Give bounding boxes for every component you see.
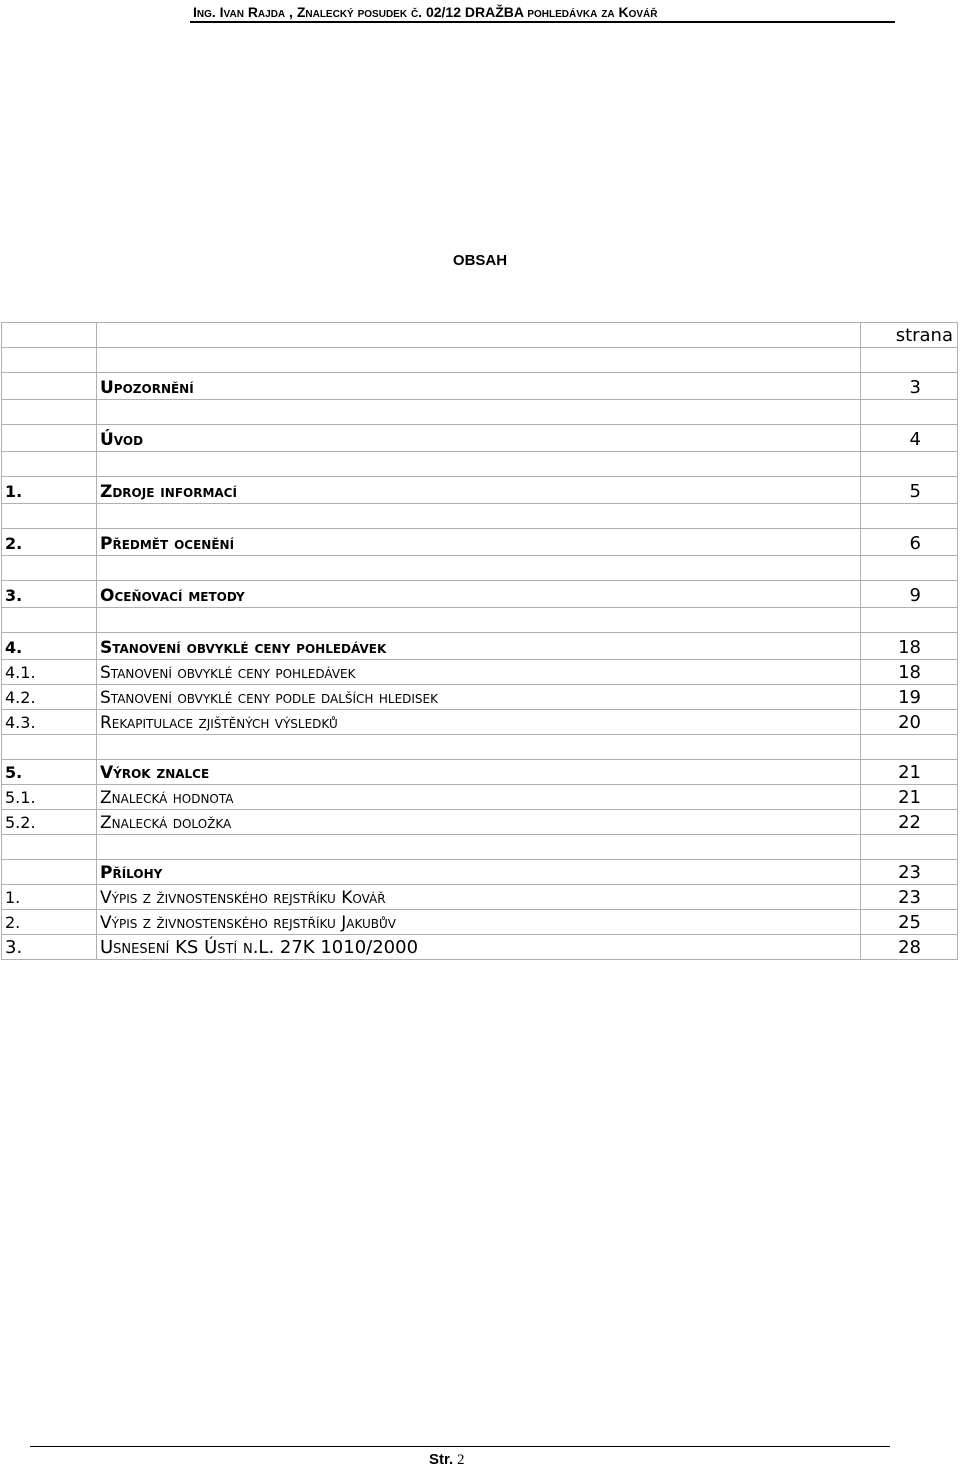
toc-page: 3 <box>861 373 958 400</box>
toc-page: 25 <box>861 910 958 935</box>
page-column-header: strana <box>861 323 958 348</box>
toc-row[interactable]: 4. Stanovení obvyklé ceny pohledávek 18 <box>2 633 958 660</box>
toc-row[interactable]: 3. Usnesení KS Ústí n.L. 27K 1010/2000 28 <box>2 935 958 960</box>
toc-title[interactable]: Výpis z živnostenského rejstříku Kovář <box>97 885 861 910</box>
toc-title[interactable]: Přílohy <box>97 860 861 885</box>
toc-row[interactable] <box>2 425 958 452</box>
toc-page: 19 <box>861 685 958 710</box>
toc-page: 23 <box>861 860 958 885</box>
toc-title[interactable]: Rekapitulace zjištěných výsledků <box>97 710 861 735</box>
toc-row[interactable]: 2. Předmět ocenění 6 <box>2 529 958 556</box>
toc-title[interactable]: Výpis z živnostenského rejstříku Jakubův <box>97 910 861 935</box>
toc-page: 22 <box>861 810 958 835</box>
document-header <box>190 4 895 23</box>
toc-title[interactable]: Upozornění <box>97 373 861 400</box>
toc-title[interactable]: Stanovení obvyklé ceny podle dalších hledisek <box>97 685 861 710</box>
toc-title[interactable]: Usnesení KS Ústí n.L. 27K 1010/2000 <box>97 935 861 960</box>
toc-page: 20 <box>861 710 958 735</box>
toc-page: 9 <box>861 581 958 608</box>
toc-row[interactable]: 1. Výpis z živnostenského rejstříku Kovář 23 <box>2 885 958 910</box>
page-footer <box>429 1451 464 1469</box>
toc-row[interactable]: 4.1. Stanovení obvyklé ceny pohledávek 18 <box>2 660 958 685</box>
toc-title[interactable]: Výrok znalce <box>97 760 861 785</box>
toc-page: 28 <box>861 935 958 960</box>
toc-title[interactable]: Oceňovací metody <box>97 581 861 608</box>
toc-page: 18 <box>861 633 958 660</box>
toc-title[interactable]: Předmět ocenění <box>97 529 861 556</box>
toc-row[interactable]: 5. Výrok znalce 21 <box>2 760 958 785</box>
toc-row[interactable] <box>2 860 958 885</box>
toc-row[interactable]: 4.3. Rekapitulace zjištěných výsledků 20 <box>2 710 958 735</box>
toc-row[interactable]: 1. Zdroje informací 5 <box>2 477 958 504</box>
toc-row[interactable]: 3. Oceňovací metody 9 <box>2 581 958 608</box>
footer-page-number: 2 <box>456 1452 465 1468</box>
toc-page: 18 <box>861 660 958 685</box>
header-text: Ing. Ivan Rajda , Znalecký posudek č. 02/12 DRAŽBA pohledávka za Kovář <box>193 4 658 20</box>
toc-title[interactable]: Úvod <box>97 425 861 452</box>
toc-title[interactable]: Znalecká hodnota <box>97 785 861 810</box>
toc-page: 6 <box>861 529 958 556</box>
toc-title[interactable]: Stanovení obvyklé ceny pohledávek <box>97 660 861 685</box>
toc-row[interactable]: 2. Výpis z živnostenského rejstříku Jakubův 25 <box>2 910 958 935</box>
toc-row[interactable]: 5.1. Znalecká hodnota 21 <box>2 785 958 810</box>
toc-page: 5 <box>861 477 958 504</box>
toc-page: 23 <box>861 885 958 910</box>
table-of-contents <box>1 322 958 960</box>
toc-row[interactable]: 5.2. Znalecká doložka 22 <box>2 810 958 835</box>
toc-page: 21 <box>861 760 958 785</box>
toc-header-row <box>2 323 958 348</box>
toc-page: 21 <box>861 785 958 810</box>
toc-row[interactable] <box>2 373 958 400</box>
toc-title[interactable]: Znalecká doložka <box>97 810 861 835</box>
toc-title[interactable]: Stanovení obvyklé ceny pohledávek <box>97 633 861 660</box>
footer-label: Str. <box>429 1451 454 1468</box>
toc-page: 4 <box>861 425 958 452</box>
toc-title[interactable]: Zdroje informací <box>97 477 861 504</box>
toc-row[interactable]: 4.2. Stanovení obvyklé ceny podle dalších hledisek 19 <box>2 685 958 710</box>
footer-divider <box>30 1446 890 1447</box>
page-title: OBSAH <box>452 252 508 269</box>
